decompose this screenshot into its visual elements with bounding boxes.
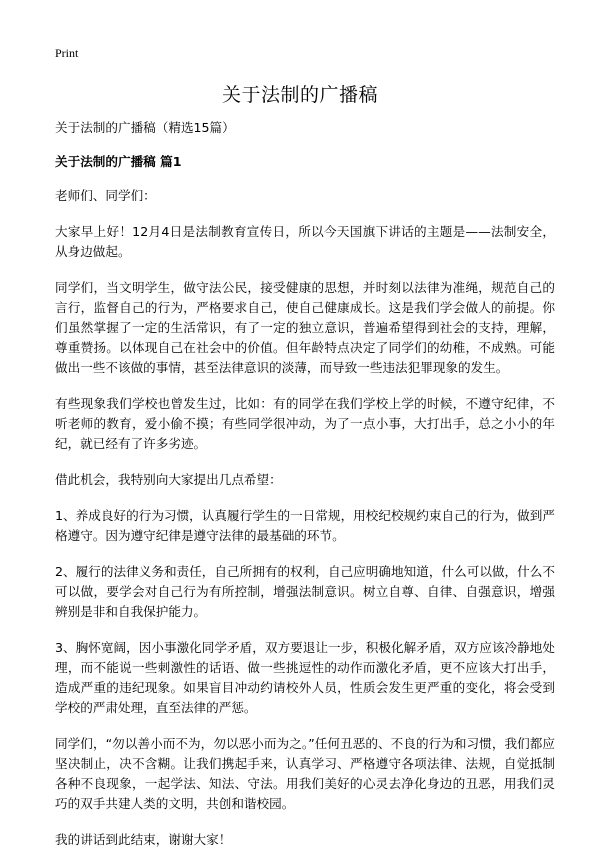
print-link[interactable]: Print (55, 46, 79, 60)
paragraph-opening: 大家早上好！12月4日是法制教育宣传日，所以今天国旗下讲话的主题是——法制安全，从身边做起。 (55, 224, 555, 259)
paragraph-hope-2: 2、履行的法律义务和责任，自己所拥有的权利，自己应明确地知道，什么可以做，什么不可以做，要学会对自己行为有所控制，增强法制意识。树立自尊、自律、自强意识，增强辨别是非和自我保护能力。 (55, 564, 555, 619)
paragraph-body-2: 有些现象我们学校也曾发生过，比如：有的同学在我们学校上学的时候，不遵守纪律，不听老师的教育，爱小偷不摸；有些同学很冲动，为了一点小事，大打出手，总之小小的年纪，就已经有了许多劣迹。 (55, 396, 555, 451)
paragraph-body-1: 同学们，当文明学生，做守法公民，接受健康的思想，并时刻以法律为准绳，规范自己的言行，监督自己的行为，严格要求自己，使自己健康成长。这是我们学会做人的前提。你们虽然掌握了一定的生活常识，有了一定的独立意识，普遍希望得到社会的支持，理解，尊重赞扬。以体现自己在社会中的价值。但年龄特点决定了同学们的幼稚，不成熟。可能做出一些不该做的事情，甚至法律意识的淡薄，而导致一些违法犯罪现象的发生。 (55, 280, 555, 375)
paragraph-closing: 我的讲话到此结束，谢谢大家！ (55, 832, 232, 847)
paragraph-appeal: 同学们，“勿以善小而不为，勿以恶小而为之。”任何丑恶的、不良的行为和习惯，我们都应坚决制止，决不含糊。让我们携起手来，认真学习、严格遵守各项法律、法规，自觉抵制各种不良现象，一起学法、知法、守法。用我们美好的心灵去净化身边的丑恶，用我们灵巧的双手共建人类的文明，共创和谐校园。 (55, 736, 555, 811)
document-title: 关于法制的广播稿 (221, 84, 378, 106)
paragraph-hope-1: 1、养成良好的行为习惯，认真履行学生的一日常规，用校纪校规约束自己的行为，做到严格遵守。因为遵守纪律是遵守法律的最基础的环节。 (55, 508, 555, 543)
paragraph-hope-3: 3、胸怀宽阔，因小事激化同学矛盾，双方要退让一步，积极化解矛盾，双方应该冷静地处理，而不能说一些刺激性的话语、做一些挑逗性的动作而激化矛盾，更不应该大打出手，造成严重的违纪现象。如果盲目冲动约请校外人员，性质会发生更严重的变化，将会受到学校的严肃处理，直至法律的严惩。 (55, 640, 555, 715)
document-subtitle: 关于法制的广播稿（精选15篇） (55, 120, 235, 135)
document-body (55, 118, 555, 866)
paragraph-greeting: 老师们、同学们： (55, 188, 156, 203)
section-heading: 关于法制的广播稿 篇1 (55, 154, 182, 169)
paragraph-hopes-intro: 借此机会，我特别向大家提出几点希望： (55, 472, 282, 487)
